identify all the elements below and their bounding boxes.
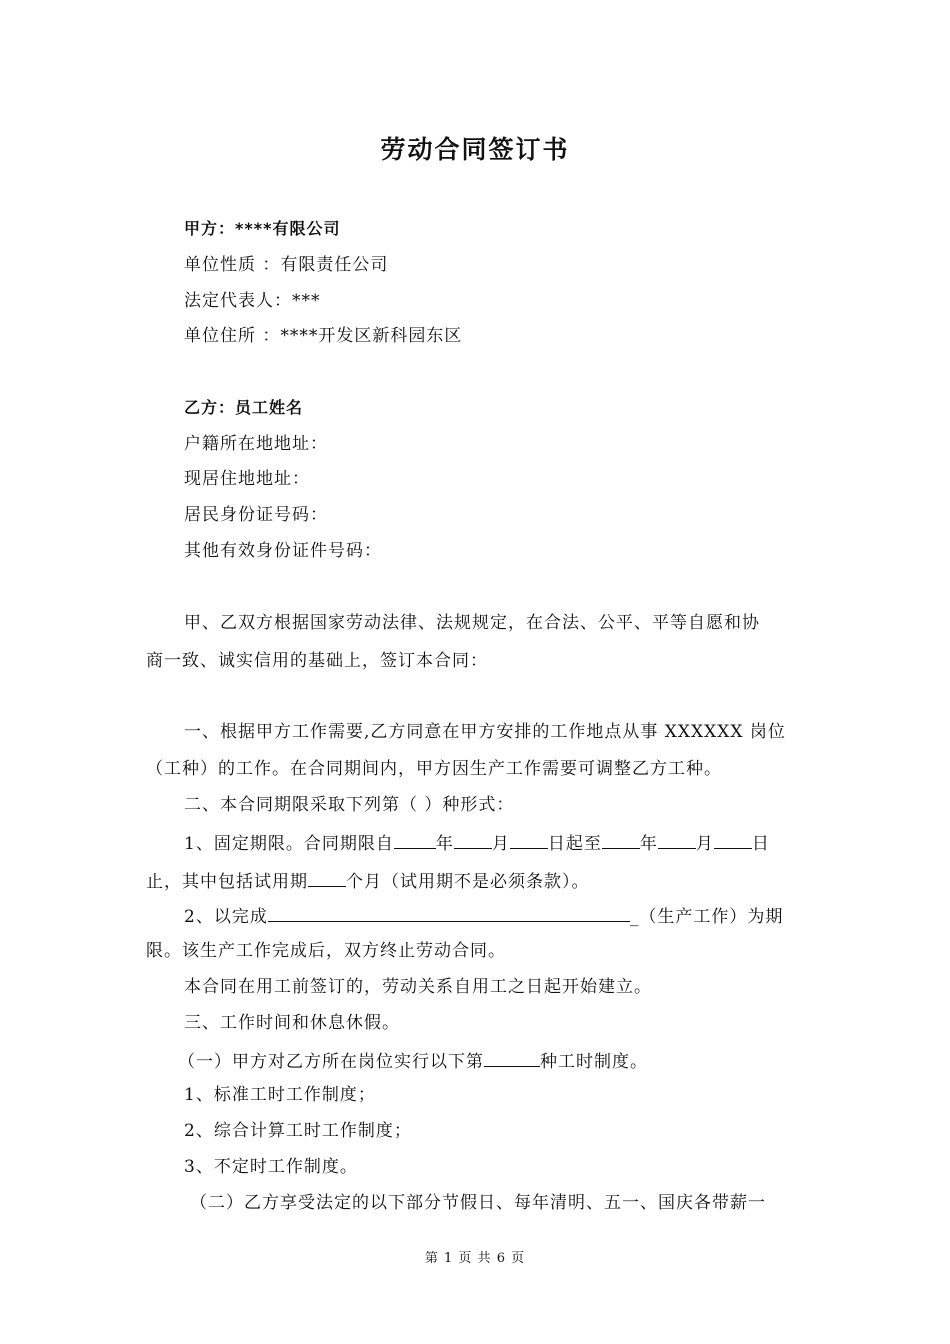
production-work-blank[interactable] bbox=[268, 903, 630, 922]
start-day-blank[interactable] bbox=[510, 830, 548, 849]
document-title: 劳动合同签订书 bbox=[380, 135, 570, 164]
month-label-2: 月 bbox=[695, 834, 714, 854]
party-b-residence: 现居住地地址： bbox=[184, 469, 310, 489]
clause1-line-1: 一、根据甲方工作需要,乙方同意在甲方安排的工作地点从事 XXXXXX 岗位 bbox=[184, 722, 786, 742]
party-b-heading: 乙方：员工姓名 bbox=[184, 398, 304, 417]
clause3-option-1: 1、标准工时工作制度； bbox=[184, 1085, 376, 1105]
clause2-heading: 二、本合同期限采取下列第（ ）种形式： bbox=[184, 795, 515, 815]
clause3-heading: 三、工作时间和休息休假。 bbox=[184, 1013, 400, 1033]
month-label: 月 bbox=[491, 834, 510, 854]
end-day-blank[interactable] bbox=[714, 830, 752, 849]
end-year-blank[interactable] bbox=[602, 830, 640, 849]
preamble-line-2: 商一致、诚实信用的基础上，签订本合同： bbox=[146, 651, 488, 671]
clause2-item2-line2: 限。该生产工作完成后，双方终止劳动合同。 bbox=[146, 941, 506, 961]
clause2-note: 本合同在用工前签订的，劳动关系自用工之日起开始建立。 bbox=[184, 977, 652, 997]
party-a-nature: 单位性质 ：有限责任公司 bbox=[184, 255, 389, 275]
clause3-sub2: （二）乙方享受法定的以下部分节假日、每年清明、五一、国庆各带薪一 bbox=[190, 1193, 766, 1213]
probation-note: 个月（试用期不是必须条款）。 bbox=[346, 872, 590, 892]
start-year-blank[interactable] bbox=[394, 830, 436, 849]
clause1-line-2: （工种）的工作。在合同期间内，甲方因生产工作需要可调整乙方工种。 bbox=[146, 759, 722, 779]
probation-months-blank[interactable] bbox=[308, 868, 346, 887]
clause3-sub1 bbox=[178, 1048, 648, 1073]
end-month-blank[interactable] bbox=[658, 830, 696, 849]
term-from-label: 1、固定期限。合同期限自 bbox=[184, 834, 394, 854]
party-a-address: 单位住所 ：****开发区新科园东区 bbox=[184, 326, 463, 346]
clause3-option-2: 2、综合计算工时工作制度； bbox=[184, 1121, 412, 1141]
probation-label: 止，其中包括试用期 bbox=[146, 872, 308, 892]
day-to-label: 日 bbox=[751, 834, 770, 854]
party-b-hukou: 户籍所在地地址： bbox=[184, 434, 328, 454]
working-hours-suffix: 种工时制度。 bbox=[540, 1052, 648, 1072]
start-month-blank[interactable] bbox=[454, 830, 492, 849]
day-from-label: 日起至 bbox=[547, 834, 602, 854]
party-b-id-number: 居民身份证号码： bbox=[184, 505, 328, 525]
clause2-item1-line1 bbox=[184, 830, 770, 855]
party-b-other-id: 其他有效身份证件号码： bbox=[184, 541, 382, 561]
clause3-option-3: 3、不定时工作制度。 bbox=[184, 1157, 358, 1177]
page-footer: 第 1 页 共 6 页 bbox=[424, 1251, 526, 1266]
party-a-heading: 甲方：****有限公司 bbox=[184, 219, 341, 238]
preamble-line-1: 甲、乙双方根据国家劳动法律、法规规定，在合法、公平、平等自愿和协 bbox=[184, 613, 760, 633]
working-hours-label: （一）甲方对乙方所在岗位实行以下第 bbox=[178, 1052, 484, 1072]
completion-label: 2、以完成 bbox=[184, 907, 268, 927]
clause2-item2-line1 bbox=[184, 903, 783, 928]
clause2-item1-line2 bbox=[146, 868, 590, 893]
party-a-representative: 法定代表人：*** bbox=[184, 291, 321, 311]
production-work-label: _（生产工作）为期 bbox=[629, 907, 784, 927]
working-hours-type-blank[interactable] bbox=[484, 1048, 540, 1067]
year-label: 年 bbox=[435, 834, 454, 854]
year-label-2: 年 bbox=[639, 834, 658, 854]
